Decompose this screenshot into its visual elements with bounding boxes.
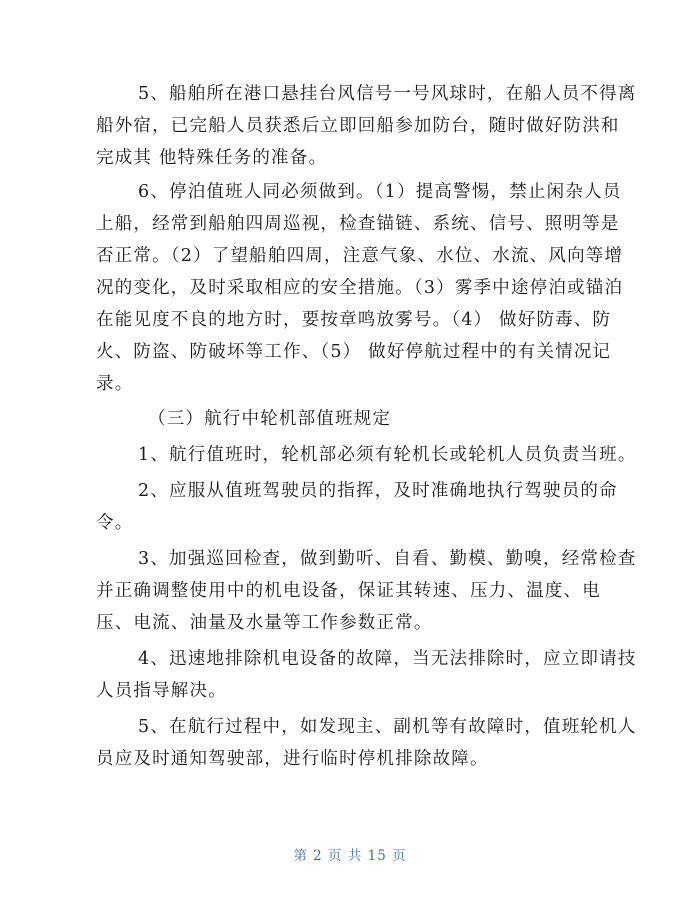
paragraph-line: 船外宿，已完船人员获悉后立即回船参加防台，随时做好防洪和 (96, 116, 620, 136)
page-number: 第 2 页 共 15 页 (293, 848, 407, 864)
paragraph-line: 录。 (96, 374, 134, 394)
paragraph-line: 在能见度不良的地方时，要按章鸣放雾号。（4） 做好防毒、防 (96, 310, 612, 330)
paragraph-line: 1、航行值班时，轮机部必须有轮机长或轮机人员负责当班。 (138, 445, 637, 465)
paragraph-line: 火、防盗、防破坏等工作、（5） 做好停航过程中的有关情况记 (96, 342, 612, 362)
paragraph-line: 况的变化，及时采取相应的安全措施。（3）雾季中途停泊或锚泊 (96, 278, 624, 298)
paragraph-line: 2、应服从值班驾驶员的指挥，及时准确地执行驾驶员的命 (138, 481, 618, 501)
paragraph-line: 完成其 他特殊任务的准备。 (96, 148, 328, 168)
paragraph-line: 3、加强巡回检查，做到勤听、自看、勤模、勤嗅，经常检查 (138, 549, 637, 569)
paragraph-line: 6、停泊值班人同必须做到。（1）提高警惕，禁止闲杂人员 (138, 182, 622, 202)
paragraph-line: 否正常。（2）了望船舶四周，注意气象、水位、水流、风向等增 (96, 246, 624, 266)
paragraph-line: 令。 (96, 513, 134, 533)
paragraph-line: 员应及时通知驾驶部，进行临时停机排除故障。 (96, 749, 489, 769)
section-heading: （三）航行中轮机部值班规定 (148, 409, 392, 429)
paragraph-line: 5、在航行过程中，如发现主、副机等有故障时，值班轮机人 (138, 717, 637, 737)
paragraph-line: 5、船舶所在港口悬挂台风信号一号风球时，在船人员不得离 (138, 84, 637, 104)
paragraph-line: 上船，经常到船舶四周巡视，检查锚链、系统、信号、照明等是 (96, 214, 620, 234)
paragraph-line: 人员指导解决。 (96, 681, 227, 701)
paragraph-line: 并正确调整使用中的机电设备，保证其转速、压力、温度、电 (96, 581, 601, 601)
paragraph-line: 4、迅速地排除机电设备的故障，当无法排除时，应立即请技 (138, 649, 637, 669)
paragraph-line: 压、电流、油量及水量等工作参数正常。 (96, 613, 433, 633)
